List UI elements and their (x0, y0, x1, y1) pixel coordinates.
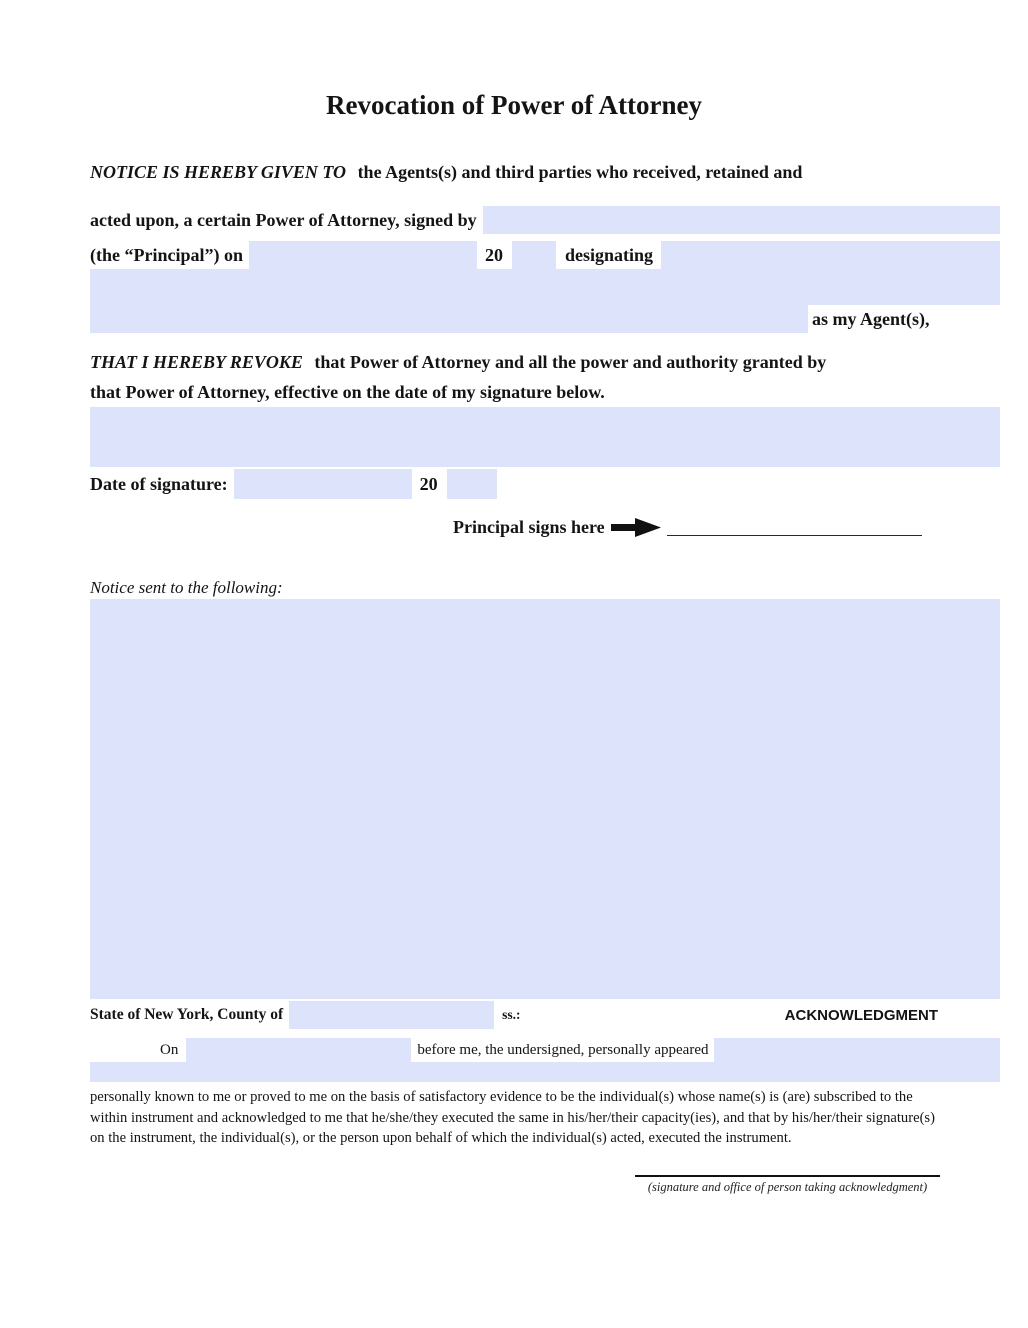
before-me-text: before me, the undersigned, personally appeared (417, 1041, 709, 1058)
principal-on-text: (the “Principal”) on (90, 244, 243, 265)
acknowledgment-on-row (90, 1038, 1000, 1062)
acknowledgment-signature-block (635, 1175, 940, 1195)
state-county-text: State of New York, County of (90, 1006, 284, 1023)
on-text: On (160, 1041, 179, 1058)
revoke-line1-rest-text: that Power of Attorney and all the power and authority granted by (314, 352, 827, 372)
principal-signature-line (667, 513, 922, 536)
agent-names-field[interactable] (90, 269, 1000, 305)
acknowledgment-signature-caption: (signature and office of person taking acknowledgment) (647, 1179, 928, 1194)
acknowledgment-body-text: personally known to me or proved to me on the basis of satisfactory evidence to be the individual(s) whose name(s) is (are) subscribed to the within instrument and acknowledged to me that he/she/they executed the same in his/her/their capacity(ies), and that by his/her/their signature(s) on the instrument, the individual(s), or the person upon behalf of which the individual(s) acted, executed the instrument. (90, 1089, 935, 1146)
principal-on-row (90, 241, 1000, 269)
signature-year-prefix-text: 20 (419, 473, 438, 494)
revoke-line1 (90, 347, 1000, 377)
appeared-name-field-continued[interactable] (90, 1062, 1000, 1082)
notice-paragraph-line1 (90, 160, 1000, 184)
signature-year-field[interactable] (447, 469, 497, 499)
notice-recipients-field[interactable] (90, 599, 1000, 999)
poa-date-field[interactable] (249, 241, 477, 269)
designee-name-field[interactable] (661, 241, 1000, 269)
notice-lead-text: NOTICE IS HEREBY GIVEN TO (90, 162, 347, 182)
appeared-name-field[interactable] (714, 1038, 1000, 1062)
agents-suffix-text: as my Agent(s), (812, 308, 930, 329)
notice-line1-rest-text: the Agents(s) and third parties who received, retained and (357, 162, 803, 182)
principal-name-field[interactable] (483, 206, 1000, 234)
signed-by-text: acted upon, a certain Power of Attorney, signed by (90, 209, 477, 230)
county-field[interactable] (289, 1001, 494, 1029)
acknowledgment-date-field[interactable] (186, 1038, 411, 1062)
poa-year-prefix-text: 20 (485, 244, 503, 265)
date-of-signature-label: Date of signature: (90, 473, 228, 494)
signed-by-row (90, 206, 1000, 234)
acknowledgment-signature-line (635, 1175, 940, 1177)
signature-date-field[interactable] (234, 469, 412, 499)
page-title: Revocation of Power of Attorney (326, 90, 702, 120)
date-of-signature-row (90, 469, 1000, 499)
principal-signs-row (90, 513, 1000, 541)
notice-sent-label: Notice sent to the following: (90, 578, 283, 597)
revocation-statement-field[interactable] (90, 407, 1000, 467)
ss-text: ss.: (502, 1007, 521, 1022)
revoke-paragraph (90, 347, 1000, 407)
agent-names-field-continued[interactable] (90, 305, 808, 333)
right-arrow-icon (611, 517, 661, 538)
principal-signs-label: Principal signs here (453, 516, 605, 537)
agents-suffix-row (90, 305, 1000, 333)
acknowledgment-heading: ACKNOWLEDGMENT (784, 1006, 938, 1024)
state-county-row (90, 1001, 1000, 1029)
revoke-lead-text: THAT I HEREBY REVOKE (90, 352, 303, 372)
designating-text: designating (565, 244, 654, 265)
revoke-line2: that Power of Attorney, effective on the date of my signature below. (90, 382, 605, 402)
poa-year-field[interactable] (512, 241, 556, 269)
